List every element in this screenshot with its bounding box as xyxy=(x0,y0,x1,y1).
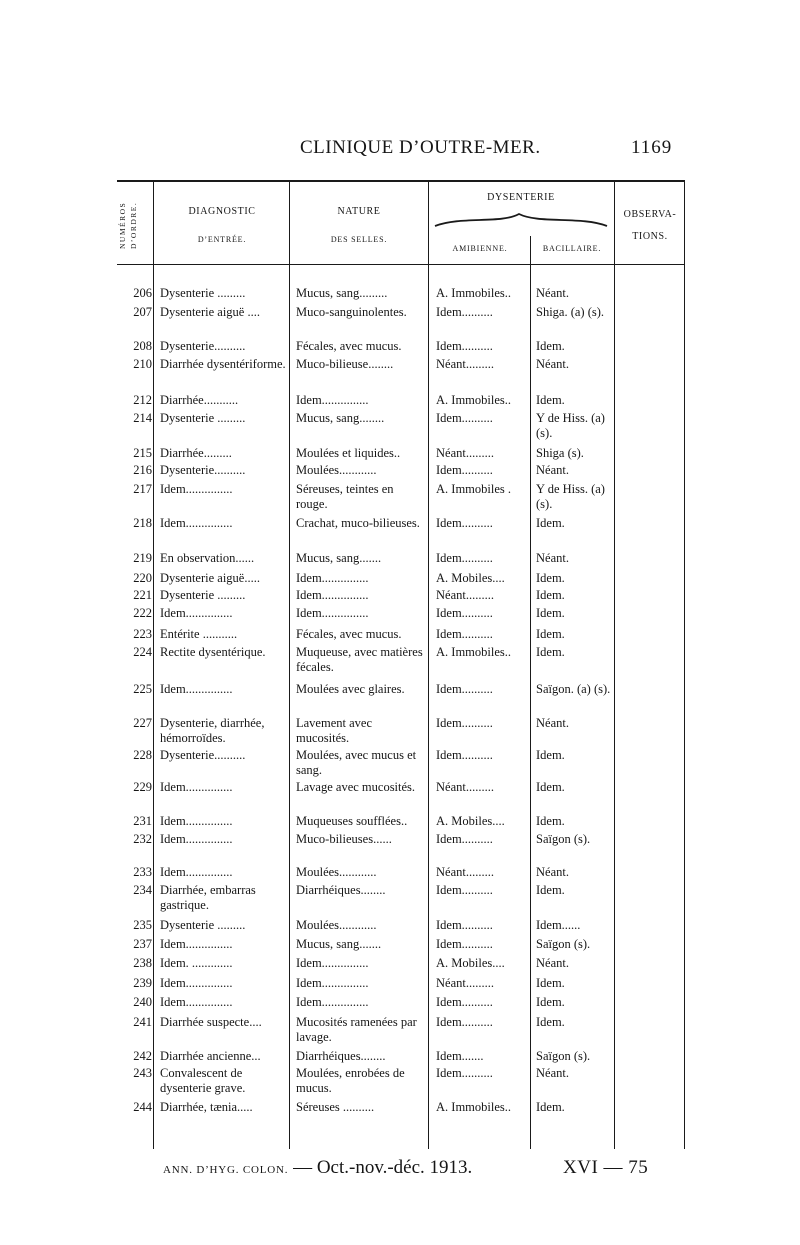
bacillaire-cell: Idem. xyxy=(536,588,565,602)
row-number: 231 xyxy=(133,814,152,828)
nature-cell: Idem............... xyxy=(296,393,369,407)
amibienne-cell: Néant......... xyxy=(436,865,494,879)
nature-cell: Moulées avec glaires. xyxy=(296,682,405,696)
bacillaire-cell: Y de Hiss. (a) (s). xyxy=(536,411,605,440)
bacillaire-cell: Shiga. (a) (s). xyxy=(536,305,605,319)
amibienne-cell: Idem.......... xyxy=(436,995,493,1009)
amibienne-cell: A. Immobiles . xyxy=(436,482,511,496)
nature-cell: Idem............... xyxy=(296,606,369,620)
diagnostic-cell: Diarrhée dysentériforme. xyxy=(160,357,286,371)
diagnostic-cell: Dysenterie ......... xyxy=(160,411,246,425)
nature-cell: Diarrhéiques........ xyxy=(296,1049,386,1063)
diagnostic-cell: Diarrhée suspecte.... xyxy=(160,1015,262,1029)
bacillaire-cell: Idem. xyxy=(536,571,565,585)
diagnostic-cell: Dysenterie.......... xyxy=(160,339,246,353)
column-rule-amib xyxy=(530,236,531,1149)
bacillaire-cell: Néant. xyxy=(536,865,569,879)
nature-cell: Crachat, muco-bilieuses. xyxy=(296,516,420,530)
amibienne-cell: Idem.......... xyxy=(436,516,493,530)
bacillaire-cell: Néant. xyxy=(536,716,569,730)
diagnostic-cell: Idem............... xyxy=(160,937,233,951)
nature-cell: Idem............... xyxy=(296,995,369,1009)
bacillaire-cell: Idem. xyxy=(536,883,565,897)
nature-cell: Lavage avec mucosités. xyxy=(296,780,416,794)
nature-cell: Séreuses, teintes en rouge. xyxy=(296,482,394,511)
bacillaire-cell: Néant. xyxy=(536,1066,569,1080)
nature-cell: Fécales, avec mucus. xyxy=(296,339,402,353)
amibienne-cell: Idem.......... xyxy=(436,937,493,951)
row-number: 212 xyxy=(133,393,152,407)
header-observations-1: OBSERVA- xyxy=(623,209,677,220)
amibienne-cell: Idem.......... xyxy=(436,1066,493,1080)
diagnostic-cell: Diarrhée........... xyxy=(160,393,239,407)
diagnostic-cell: Idem............... xyxy=(160,995,233,1009)
nature-cell: Muco-bilieuses...... xyxy=(296,832,392,846)
row-number: 222 xyxy=(133,606,152,620)
nature-cell: Mucosités ramenées par lavage. xyxy=(296,1015,417,1044)
bacillaire-cell: Idem. xyxy=(536,1015,565,1029)
row-number: 208 xyxy=(133,339,152,353)
row-number: 215 xyxy=(133,446,152,460)
row-number: 227 xyxy=(133,716,152,730)
row-number: 228 xyxy=(133,748,152,762)
header-nature: NATURE xyxy=(337,206,381,217)
diagnostic-cell: Rectite dysentérique. xyxy=(160,645,266,659)
bacillaire-cell: Saïgon (s). xyxy=(536,832,591,846)
column-rule-num xyxy=(153,181,154,1149)
amibienne-cell: Idem....... xyxy=(436,1049,484,1063)
row-number: 235 xyxy=(133,918,152,932)
diagnostic-cell: Idem............... xyxy=(160,832,233,846)
diagnostic-cell: Dysenterie.......... xyxy=(160,748,246,762)
diagnostic-cell: En observation...... xyxy=(160,551,255,565)
amibienne-cell: Idem.......... xyxy=(436,339,493,353)
row-number: 240 xyxy=(133,995,152,1009)
bacillaire-cell: Idem. xyxy=(536,780,565,794)
row-number: 242 xyxy=(133,1049,152,1063)
header-amibienne: AMIBIENNE. xyxy=(452,244,508,253)
amibienne-cell: Idem.......... xyxy=(436,463,493,477)
amibienne-cell: Néant......... xyxy=(436,588,494,602)
bacillaire-cell: Y de Hiss. (a) (s). xyxy=(536,482,605,511)
amibienne-cell: Idem.......... xyxy=(436,883,493,897)
row-number: 243 xyxy=(133,1066,152,1080)
diagnostic-cell: Dysenterie aiguë..... xyxy=(160,571,260,585)
diagnostic-cell: Idem............... xyxy=(160,682,233,696)
diagnostic-cell: Dysenterie.......... xyxy=(160,463,246,477)
row-number: 239 xyxy=(133,976,152,990)
bacillaire-cell: Idem. xyxy=(536,516,565,530)
table-top-rule xyxy=(117,180,685,182)
row-number: 234 xyxy=(133,883,152,897)
row-number: 232 xyxy=(133,832,152,846)
nature-cell: Moulées............ xyxy=(296,865,377,879)
row-number: 218 xyxy=(133,516,152,530)
bacillaire-cell: Idem. xyxy=(536,1100,565,1114)
column-rule-nature xyxy=(428,181,429,1149)
header-dysenterie: DYSENTERIE xyxy=(487,192,555,203)
amibienne-cell: A. Immobiles.. xyxy=(436,393,511,407)
nature-cell: Moulées, enrobées de mucus. xyxy=(296,1066,405,1095)
row-number: 221 xyxy=(133,588,152,602)
column-rule-diag xyxy=(289,181,290,1149)
row-number: 223 xyxy=(133,627,152,641)
diagnostic-cell: Entérite ........... xyxy=(160,627,238,641)
diagnostic-cell: Idem............... xyxy=(160,976,233,990)
footer-journal xyxy=(163,1157,472,1179)
diagnostic-cell: Diarrhée, embarras gastrique. xyxy=(160,883,256,912)
nature-cell: Moulées, avec mucus et sang. xyxy=(296,748,417,777)
bacillaire-cell: Idem...... xyxy=(536,918,581,932)
column-rule-obs xyxy=(684,181,685,1149)
bacillaire-cell: Néant. xyxy=(536,286,569,300)
nature-cell: Idem............... xyxy=(296,976,369,990)
bacillaire-cell: Idem. xyxy=(536,976,565,990)
header-numeros: NUMÉROS D’ORDRE. xyxy=(118,201,138,249)
bacillaire-cell: Néant. xyxy=(536,956,569,970)
nature-cell: Idem............... xyxy=(296,571,369,585)
diagnostic-cell: Dysenterie, diarrhée, hémorroïdes. xyxy=(160,716,265,745)
nature-cell: Muqueuse, avec matières fécales. xyxy=(296,645,423,674)
table-header-rule xyxy=(117,264,685,265)
nature-cell: Moulées............ xyxy=(296,463,377,477)
amibienne-cell: A. Immobiles.. xyxy=(436,645,511,659)
row-number: 216 xyxy=(133,463,152,477)
diagnostic-cell: Idem............... xyxy=(160,482,233,496)
bacillaire-cell: Idem. xyxy=(536,814,565,828)
footer-volume: XVI — 75 xyxy=(563,1157,649,1178)
amibienne-cell: Idem.......... xyxy=(436,716,493,730)
amibienne-cell: A. Immobiles.. xyxy=(436,286,511,300)
row-number: 206 xyxy=(133,286,152,300)
bacillaire-cell: Idem. xyxy=(536,748,565,762)
bacillaire-cell: Saïgon. (a) (s). xyxy=(536,682,611,696)
row-number: 224 xyxy=(133,645,152,659)
bacillaire-cell: Néant. xyxy=(536,551,569,565)
footer-journal-name: ANN. D’HYG. COLON. xyxy=(163,1164,289,1176)
column-rule-bac xyxy=(614,181,615,1149)
diagnostic-cell: Dysenterie aiguë .... xyxy=(160,305,260,319)
bacillaire-cell: Saïgon (s). xyxy=(536,1049,591,1063)
row-number: 217 xyxy=(133,482,152,496)
amibienne-cell: Néant......... xyxy=(436,780,494,794)
amibienne-cell: A. Mobiles.... xyxy=(436,956,505,970)
nature-cell: Mucus, sang......... xyxy=(296,286,388,300)
bacillaire-cell: Idem. xyxy=(536,645,565,659)
diagnostic-cell: Idem. ............. xyxy=(160,956,233,970)
nature-cell: Idem............... xyxy=(296,956,369,970)
diagnostic-cell: Idem............... xyxy=(160,865,233,879)
row-number: 219 xyxy=(133,551,152,565)
bacillaire-cell: Shiga (s). xyxy=(536,446,584,460)
amibienne-cell: Idem.......... xyxy=(436,305,493,319)
row-number: 233 xyxy=(133,865,152,879)
header-diagnostic-sub: D’ENTRÉE. xyxy=(197,235,247,244)
row-number: 210 xyxy=(133,357,152,371)
nature-cell: Séreuses .......... xyxy=(296,1100,375,1114)
nature-cell: Moulées et liquides.. xyxy=(296,446,401,460)
amibienne-cell: Idem.......... xyxy=(436,748,493,762)
nature-cell: Moulées............ xyxy=(296,918,377,932)
row-number: 220 xyxy=(133,571,152,585)
bacillaire-cell: Idem. xyxy=(536,606,565,620)
amibienne-cell: Idem.......... xyxy=(436,918,493,932)
row-number: 225 xyxy=(133,682,152,696)
diagnostic-cell: Dysenterie ......... xyxy=(160,918,246,932)
page-number: 1169 xyxy=(631,137,673,158)
diagnostic-cell: Diarrhée ancienne... xyxy=(160,1049,261,1063)
row-number: 238 xyxy=(133,956,152,970)
amibienne-cell: Néant......... xyxy=(436,976,494,990)
bacillaire-cell: Idem. xyxy=(536,339,565,353)
amibienne-cell: Idem.......... xyxy=(436,411,493,425)
diagnostic-cell: Idem............... xyxy=(160,780,233,794)
diagnostic-cell: Idem............... xyxy=(160,516,233,530)
amibienne-cell: Néant......... xyxy=(436,446,494,460)
header-bacillaire: BACILLAIRE. xyxy=(542,244,602,253)
dysenterie-brace xyxy=(431,208,611,230)
nature-cell: Mucus, sang....... xyxy=(296,937,382,951)
running-head-title: CLINIQUE D’OUTRE-MER. xyxy=(300,137,541,158)
row-number: 237 xyxy=(133,937,152,951)
amibienne-cell: Idem.......... xyxy=(436,627,493,641)
nature-cell: Muqueuses soufflées.. xyxy=(296,814,408,828)
diagnostic-cell: Idem............... xyxy=(160,606,233,620)
bacillaire-cell: Idem. xyxy=(536,627,565,641)
amibienne-cell: Idem.......... xyxy=(436,606,493,620)
nature-cell: Mucus, sang....... xyxy=(296,551,382,565)
row-number: 244 xyxy=(133,1100,152,1114)
amibienne-cell: Idem.......... xyxy=(436,1015,493,1029)
amibienne-cell: Idem.......... xyxy=(436,682,493,696)
diagnostic-cell: Dysenterie ......... xyxy=(160,286,246,300)
amibienne-cell: Idem.......... xyxy=(436,832,493,846)
amibienne-cell: A. Mobiles.... xyxy=(436,814,505,828)
nature-cell: Idem............... xyxy=(296,588,369,602)
nature-cell: Fécales, avec mucus. xyxy=(296,627,402,641)
row-number: 214 xyxy=(133,411,152,425)
diagnostic-cell: Dysenterie ......... xyxy=(160,588,246,602)
bacillaire-cell: Idem. xyxy=(536,995,565,1009)
nature-cell: Muco-bilieuse........ xyxy=(296,357,394,371)
bacillaire-cell: Néant. xyxy=(536,463,569,477)
bacillaire-cell: Saïgon (s). xyxy=(536,937,591,951)
bacillaire-cell: Néant. xyxy=(536,357,569,371)
diagnostic-cell: Convalescent de dysenterie grave. xyxy=(160,1066,246,1095)
bacillaire-cell: Idem. xyxy=(536,393,565,407)
amibienne-cell: Idem.......... xyxy=(436,551,493,565)
nature-cell: Lavement avec mucosités. xyxy=(296,716,372,745)
header-diagnostic: DIAGNOSTIC xyxy=(188,206,256,217)
nature-cell: Diarrhéiques........ xyxy=(296,883,386,897)
amibienne-cell: A. Mobiles.... xyxy=(436,571,505,585)
header-observations-2: TIONS. xyxy=(632,231,668,242)
amibienne-cell: A. Immobiles.. xyxy=(436,1100,511,1114)
amibienne-cell: Néant......... xyxy=(436,357,494,371)
diagnostic-cell: Diarrhée, tænia..... xyxy=(160,1100,253,1114)
diagnostic-cell: Diarrhée......... xyxy=(160,446,232,460)
row-number: 229 xyxy=(133,780,152,794)
nature-cell: Muco-sanguinolentes. xyxy=(296,305,407,319)
row-number: 241 xyxy=(133,1015,152,1029)
header-nature-sub: DES SELLES. xyxy=(330,235,388,244)
footer-date: — Oct.-nov.-déc. 1913. xyxy=(293,1157,473,1178)
diagnostic-cell: Idem............... xyxy=(160,814,233,828)
nature-cell: Mucus, sang........ xyxy=(296,411,385,425)
row-number: 207 xyxy=(133,305,152,319)
